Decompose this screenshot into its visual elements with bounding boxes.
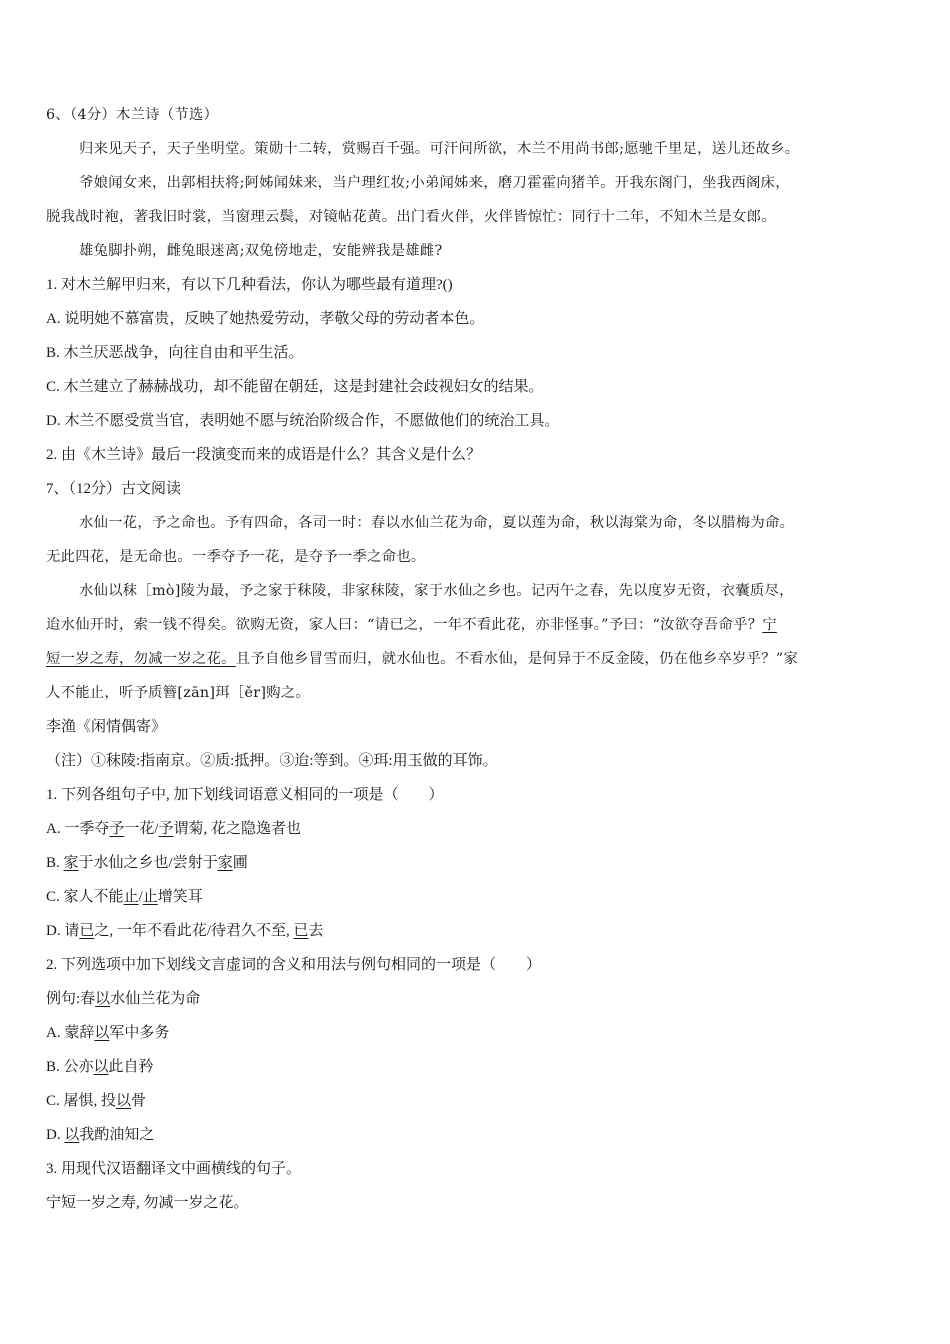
q6-passage-line-4: 雄兔脚扑朔，雌兔眼迷离;双兔傍地走，安能辨我是雄雌? bbox=[79, 243, 443, 259]
q7-q2-option-d bbox=[46, 1118, 906, 1152]
q7-q2-option-c bbox=[46, 1084, 906, 1118]
underlined-word: 已 bbox=[79, 923, 95, 939]
option-text: / bbox=[138, 889, 143, 905]
q7-para1-line-1: 水仙一花，予之命也。予有四命，各司一时：春以水仙兰花为命，夏以莲为命，秋以海棠为命，冬以腊梅为命。 bbox=[79, 515, 795, 531]
underlined-word: 已 bbox=[293, 923, 309, 939]
q7-q1-option-b bbox=[46, 846, 906, 880]
underlined-word: 予 bbox=[158, 821, 174, 837]
q7-q1-option-c bbox=[46, 880, 906, 914]
option-text: B. bbox=[46, 855, 64, 871]
q7-para2-line-1: 水仙以秣［mò]陵为最，予之家于秣陵，非家秣陵，家于水仙之乡也。记丙午之春，先以度岁无资，衣囊质尽， bbox=[79, 583, 794, 599]
underlined-word: 家 bbox=[217, 855, 233, 871]
underlined-word: 家 bbox=[63, 855, 79, 871]
q6-option-c: C. 木兰建立了赫赫战功，却不能留在朝廷，这是封建社会歧视妇女的结果。 bbox=[46, 379, 544, 395]
document-page bbox=[46, 98, 906, 1220]
q6-passage-line-1: 归来见天子，天子坐明堂。策勋十二转，赏赐百千强。可汗问所欲，木兰不用尚书郎;愿驰千里足，送儿还故乡。 bbox=[79, 141, 800, 157]
option-text: 圃 bbox=[232, 855, 248, 871]
underlined-word: 止 bbox=[142, 889, 158, 905]
q7-q2-option-b bbox=[46, 1050, 906, 1084]
q7-q2-option-a bbox=[46, 1016, 906, 1050]
underlined-word: 予 bbox=[109, 821, 125, 837]
q7-para2-line-2 bbox=[46, 608, 906, 642]
q7-source: 李渔《闲情偶寄》 bbox=[46, 719, 167, 735]
q6-question-1: 1. 对木兰解甲归来，有以下几种看法，你认为哪些最有道理?() bbox=[46, 277, 453, 293]
option-text: 一花/ bbox=[124, 821, 159, 837]
option-text: D. bbox=[46, 1127, 65, 1143]
q7-question-1: 1. 下列各组句子中, 加下划线词语意义相同的一项是（ ） bbox=[46, 787, 444, 803]
q7-q3-sentence: 宁短一岁之寿, 勿减一岁之花。 bbox=[46, 1195, 249, 1211]
option-text: 例句:春 bbox=[46, 991, 96, 1007]
q6-question-2: 2. 由《木兰诗》最后一段演变而来的成语是什么？其含义是什么？ bbox=[46, 447, 482, 463]
underlined-word: 以 bbox=[93, 1059, 109, 1075]
underlined-word: 以 bbox=[64, 1127, 80, 1143]
q7-q2-example bbox=[46, 982, 906, 1016]
q6-passage-line-2: 爷娘闻女来，出郭相扶将;阿姊闻妹来，当户理红妆;小弟闻姊来，磨刀霍霍向猪羊。开我东阁门，坐我西阁床， bbox=[79, 175, 790, 191]
option-text: 增笑耳 bbox=[157, 889, 203, 905]
q7-question-3: 3. 用现代汉语翻译文中画横线的句子。 bbox=[46, 1161, 302, 1177]
q6-passage-line-3: 脱我战时袍，著我旧时裳，当窗理云鬓，对镜帖花黄。出门看火伴，火伴皆惊忙：同行十二年，不知木兰是女郎。 bbox=[46, 209, 776, 225]
q7-para2-line-3-text: 且予自他乡冒雪而归，就水仙也。不看水仙，是何异于不反金陵，仍在他乡卒岁乎？”家 bbox=[235, 651, 799, 667]
q6-option-d: D. 木兰不愿受赏当官，表明她不愿与统治阶级合作，不愿做他们的统治工具。 bbox=[46, 413, 560, 429]
q7-para2-line-4: 人不能止，听予质簪[zān]珥［ěr]购之。 bbox=[46, 685, 311, 701]
option-text: 去 bbox=[308, 923, 324, 939]
option-text: 水仙兰花为命 bbox=[110, 991, 201, 1007]
q7-q1-option-d bbox=[46, 914, 906, 948]
underlined-translation-start: 宁 bbox=[762, 617, 777, 633]
option-text: 于水仙之乡也/尝射于 bbox=[78, 855, 218, 871]
option-text: C. 屠惧, 投 bbox=[46, 1093, 117, 1109]
option-text: 谓菊, 花之隐逸者也 bbox=[173, 821, 302, 837]
option-text: D. 请 bbox=[46, 923, 80, 939]
option-text: 骨 bbox=[131, 1093, 147, 1109]
q7-note: （注）①秣陵:指南京。②质:抵押。③迨:等到。④珥:用玉做的耳饰。 bbox=[46, 753, 498, 769]
option-text: 军中多务 bbox=[109, 1025, 170, 1041]
underlined-word: 止 bbox=[123, 889, 139, 905]
q7-q1-option-a bbox=[46, 812, 906, 846]
underlined-word: 以 bbox=[94, 1025, 110, 1041]
q7-para1-line-2: 无此四花，是无命也。一季夺予一花，是夺予一季之命也。 bbox=[46, 549, 426, 565]
q6-header: 6、（4分）木兰诗（节选） bbox=[46, 107, 219, 123]
underlined-word: 以 bbox=[95, 991, 111, 1007]
q6-option-b: B. 木兰厌恶战争，向往自由和平生活。 bbox=[46, 345, 304, 361]
option-text: 之, 一年不看此花/待君久不至, bbox=[94, 923, 294, 939]
q7-para2-line-3 bbox=[46, 642, 906, 676]
option-text: C. 家人不能 bbox=[46, 889, 124, 905]
option-text: A. 一季夺 bbox=[46, 821, 110, 837]
option-text: 此自矜 bbox=[108, 1059, 154, 1075]
option-text: B. 公亦 bbox=[46, 1059, 94, 1075]
option-text: A. 蒙辞 bbox=[46, 1025, 95, 1041]
q7-question-2: 2. 下列选项中加下划线文言虚词的含义和用法与例句相同的一项是（ ） bbox=[46, 957, 542, 973]
q6-option-a: A. 说明她不慕富贵，反映了她热爱劳动，孝敬父母的劳动者本色。 bbox=[46, 311, 485, 327]
option-text: 我酌油知之 bbox=[79, 1127, 155, 1143]
underlined-word: 以 bbox=[116, 1093, 132, 1109]
q7-para2-line-2-text: 迨水仙开时，索一钱不得矣。欲购无资，家人曰：“请已之，一年不看此花，亦非怪事。”予曰：“汝欲夺吾命乎？ bbox=[46, 617, 763, 633]
q7-header: 7、（12分）古文阅读 bbox=[46, 481, 182, 497]
underlined-translation-sentence: 短一岁之寿，勿减一岁之花。 bbox=[46, 651, 236, 667]
